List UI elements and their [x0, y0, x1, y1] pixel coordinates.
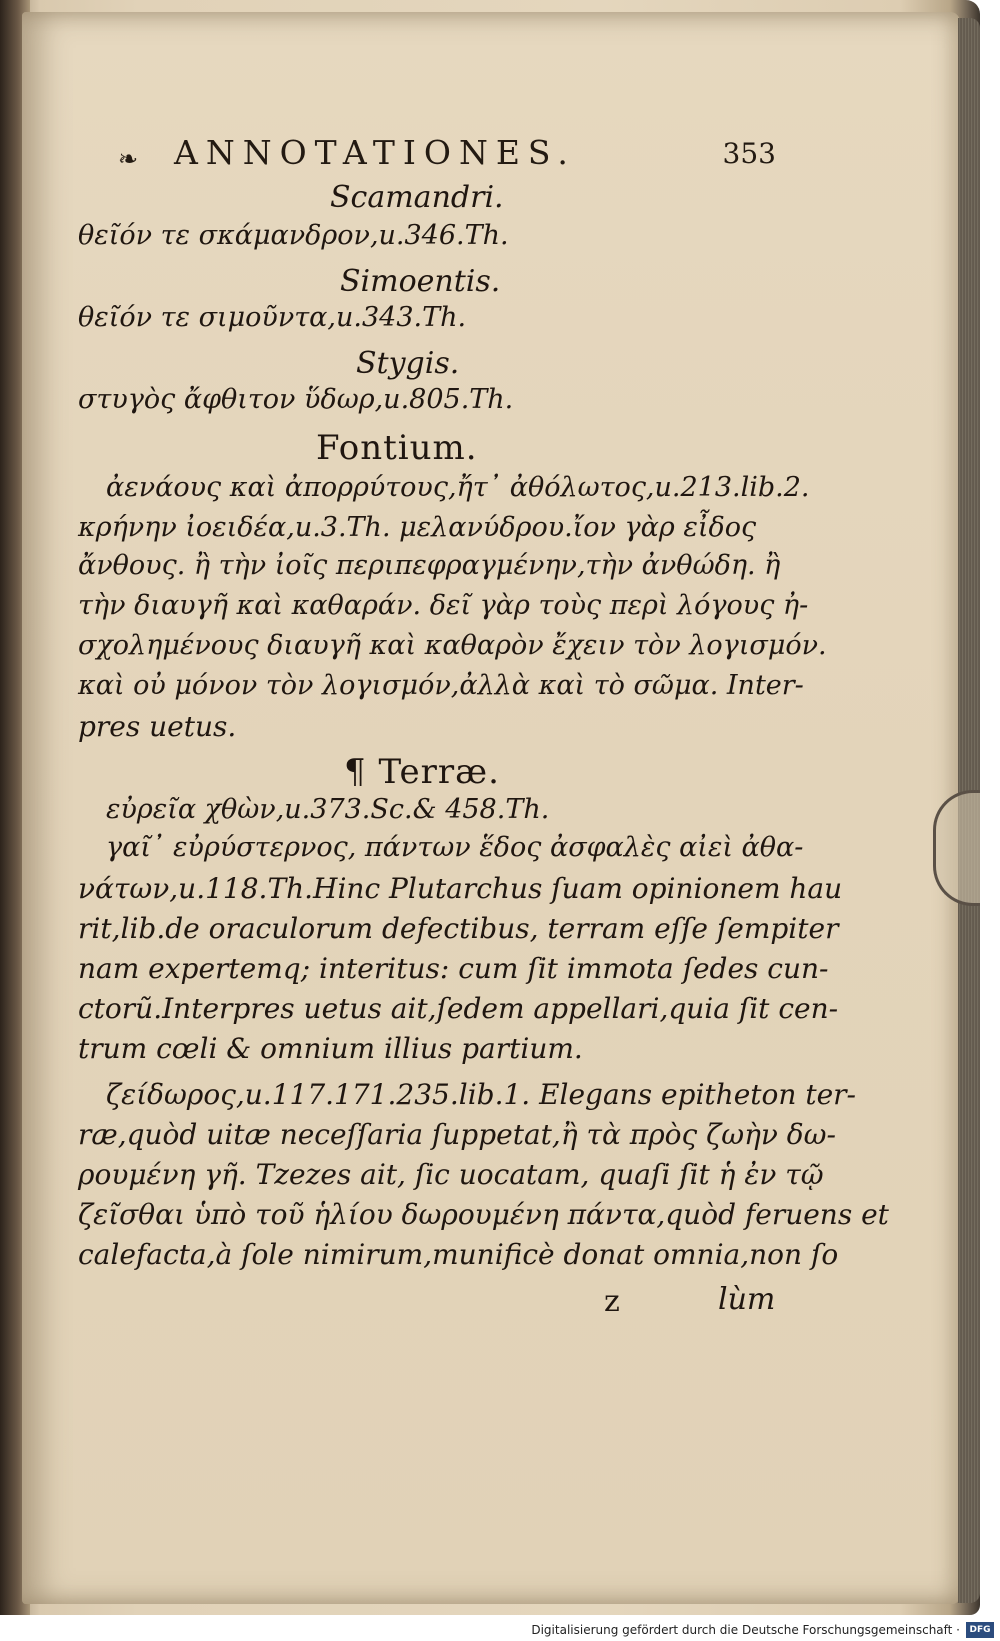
text-line: ἄνθους. ἢ τὴν ἰοῖς περιπεφραγμένην,τὴν ἀνθώδη. ἢ	[78, 550, 781, 581]
text-line: ἀενάους καὶ ἀπορρύτους,ἤτ᾽ ἀθόλωτος,u.213.lib.2.	[106, 472, 810, 503]
text-line: ctorũ.Interpres uetus ait,ſedem appellari,quia ſit cen-	[78, 992, 839, 1025]
text-line: rit,lib.de oraculorum defectibus, terram eſſe ſempiter	[78, 912, 839, 945]
flourish-ornament: ❧	[118, 145, 139, 173]
text-line: trum cœli & omnium illius partium.	[78, 1032, 583, 1065]
text-line: ρουμένη γῆ. Tzezes ait, ſic uocatam, quaſi ſit ἡ ἐν τῷ	[78, 1158, 824, 1191]
text-line: ζείδωρος,u.117.171.235.lib.1. Elegans epitheton ter-	[106, 1078, 856, 1111]
section-heading: Scamandri.	[330, 180, 504, 215]
text-line: καὶ οὐ μόνον τὸν λογισμόν,ἀλλὰ καὶ τὸ σῶμα. Inter-	[78, 670, 804, 701]
text-line: στυγὸς ἄφθιτον ὕδωρ,u.805.Th.	[78, 384, 514, 415]
text-line: σχολημένους διαυγῆ καὶ καθαρὸν ἔχειν τὸν λογισμόν.	[78, 630, 827, 661]
text-line: ζεῖσθαι ὑπὸ τοῦ ἡλίου δωρουμένη πάντα,quòd feruens et	[78, 1198, 889, 1231]
section-heading: Simoentis.	[340, 264, 501, 299]
running-head: ANNOTATIONES.	[174, 133, 576, 172]
text-line: ræ,quòd uitæ neceſſaria ſuppetat,ἢ τὰ πρὸς ζωὴν δω-	[78, 1118, 836, 1151]
section-heading: ¶ Terræ.	[344, 752, 500, 792]
text-line: pres uetus.	[78, 710, 237, 743]
text-line: κρήνην ἰοειδέα,u.3.Th. μελανύδρου.ἴον γὰρ εἶδος	[78, 512, 757, 543]
catchword: lùm	[718, 1282, 776, 1317]
text-line: θεῖόν τε σιμοῦντα,u.343.Th.	[78, 302, 467, 333]
text-line: γαῖ᾽ εὐρύστερνος, πάντων ἕδος ἀσφαλὲς αἰεὶ ἀθα-	[106, 832, 804, 863]
text-line: εὐρεῖα χθὼν,u.373.Sc.& 458.Th.	[106, 794, 550, 825]
section-heading: Stygis.	[356, 346, 460, 381]
text-line: nam expertemq; interitus: cum ſit immota ſedes cun-	[78, 952, 829, 985]
footer-bar	[0, 1621, 1000, 1641]
text-line: νάτων,u.118.Th.Hinc Plutarchus ſuam opinionem hau	[78, 872, 843, 905]
page-header	[118, 133, 776, 177]
text-line: τὴν διαυγῆ καὶ καθαράν. δεῖ γὰρ τοὺς περὶ λόγους ἠ-	[78, 590, 809, 621]
text-line: calefacta,à ſole nimirum,munificè donat omnia,non ſo	[78, 1238, 839, 1271]
signature-mark: z	[604, 1284, 620, 1319]
page-number: 353	[722, 137, 776, 170]
clasp-shadow	[933, 790, 980, 906]
footer-credit: Digitalisierung gefördert durch die Deutsche Forschungsgemeinschaft ·	[531, 1623, 960, 1637]
section-heading: Fontium.	[316, 428, 478, 468]
dfg-logo: DFG	[966, 1622, 994, 1638]
text-line: θεῖόν τε σκάμανδρον,u.346.Th.	[78, 220, 509, 251]
